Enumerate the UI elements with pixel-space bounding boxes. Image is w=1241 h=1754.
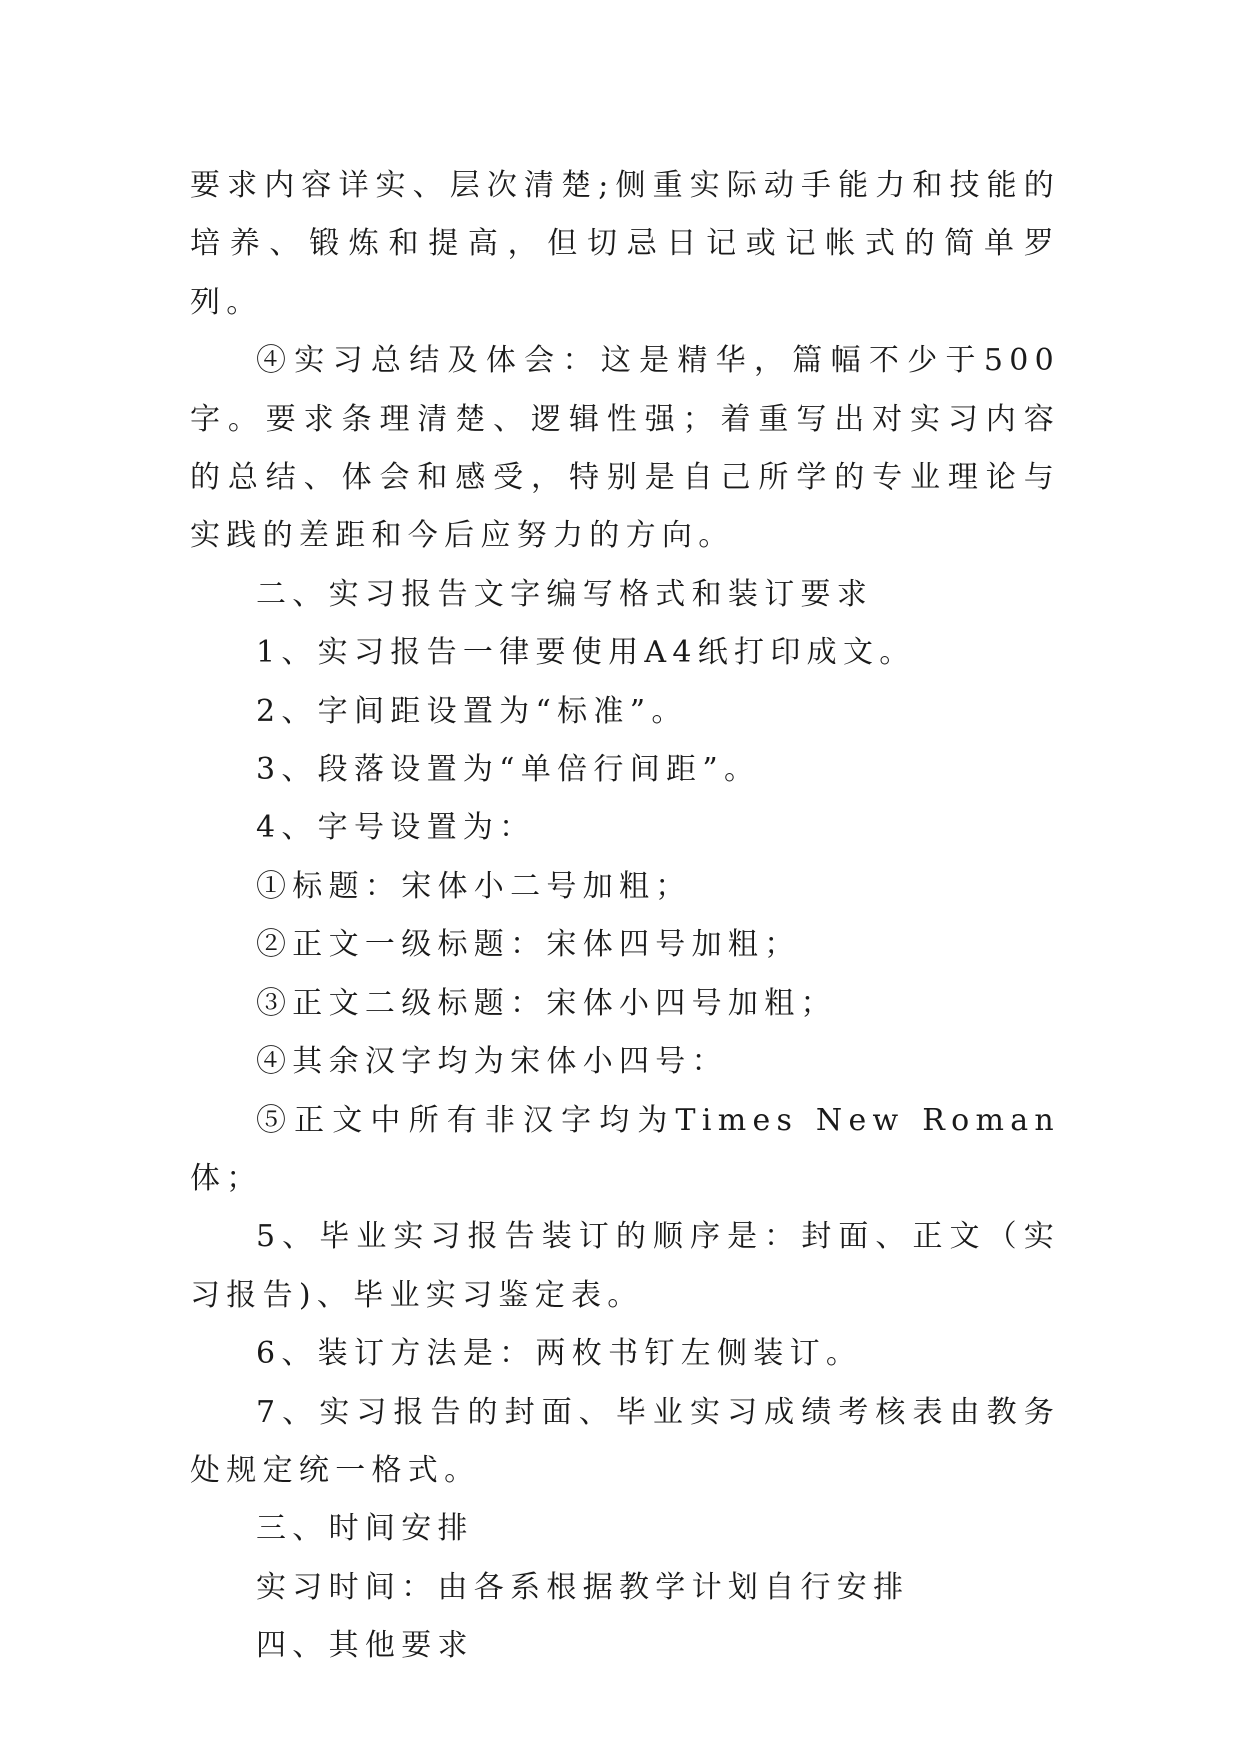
sub-list-item: ②正文一级标题：宋体四号加粗；: [256, 927, 801, 963]
body-paragraph: 要求内容详实、层次清楚;侧重实际动手能力和技能的培养、锻炼和提高，但切忌日记或记帐式的简单罗列。: [190, 168, 1060, 320]
schedule-paragraph: 实习时间：由各系根据教学计划自行安排: [256, 1569, 910, 1605]
sub-list-item: ⑤正文中所有非汉字均为Times New Roman体；: [190, 1102, 1060, 1196]
sub-list-item: ③正文二级标题：宋体小四号加粗；: [256, 985, 837, 1021]
section-heading-schedule: 三、时间安排: [256, 1511, 474, 1547]
sub-list-item: ①标题：宋体小二号加粗；: [256, 868, 692, 904]
section-heading-other: 四、其他要求: [256, 1628, 474, 1664]
list-item: 7、实习报告的封面、毕业实习成绩考核表由教务处规定统一格式。: [190, 1394, 1060, 1488]
list-item: 5、毕业实习报告装订的顺序是：封面、正文（实习报告)、毕业实习鉴定表。: [190, 1219, 1060, 1313]
document-body: [190, 157, 1060, 1676]
list-item: 4、字号设置为：: [256, 810, 536, 846]
list-item: 6、装订方法是：两枚书钉左侧装订。: [256, 1336, 863, 1372]
list-item: 2、字间距设置为“标准”。: [256, 693, 688, 729]
list-item: 1、实习报告一律要使用A4纸打印成文。: [256, 635, 916, 671]
summary-requirement-paragraph: ④实习总结及体会：这是精华，篇幅不少于500字。要求条理清楚、逻辑性强；着重写出对实习内容的总结、体会和感受，特别是自己所学的专业理论与实践的差距和今后应努力的方向。: [190, 343, 1060, 554]
list-item: 3、段落设置为“单倍行间距”。: [256, 752, 761, 788]
section-heading-format: 二、实习报告文字编写格式和装订要求: [256, 576, 874, 612]
sub-list-item: ④其余汉字均为宋体小四号：: [256, 1044, 728, 1080]
